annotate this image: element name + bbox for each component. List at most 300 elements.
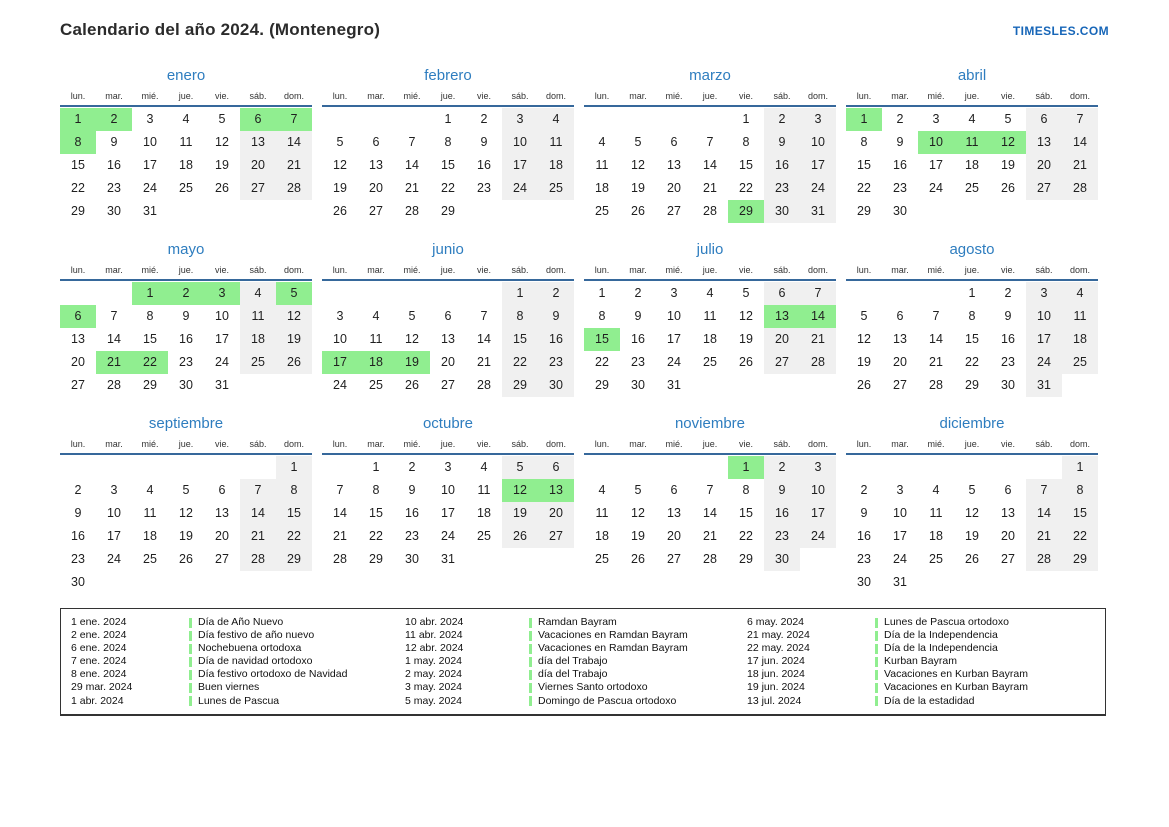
day-cell: 27 [1001, 552, 1015, 566]
day-cell: 9 [110, 135, 118, 149]
day-cell-empty [846, 456, 882, 479]
day-cell: 13 [1001, 506, 1015, 520]
day-cell: 22 [369, 529, 383, 543]
day-cell: 4 [182, 112, 190, 126]
day-cell: 20 [893, 355, 907, 369]
holiday-marker-icon [875, 631, 878, 641]
weekday-label: lun. [856, 91, 872, 101]
day-cell-empty [394, 108, 430, 131]
weekday-label: sáb. [1035, 439, 1053, 449]
day-cell: 4 [240, 282, 276, 305]
month-abril [846, 66, 1098, 223]
day-cell-empty [168, 200, 204, 223]
legend-name-text: Día de la estadidad [884, 694, 975, 707]
day-cell: 7 [1026, 479, 1062, 502]
day-cell: 9 [408, 483, 416, 497]
day-cell: 14 [929, 332, 943, 346]
day-cell: 27 [538, 525, 574, 548]
legend-grid [71, 616, 1097, 708]
day-cell-empty [60, 282, 96, 305]
day-cell: 1 [968, 286, 976, 300]
weekday-label: mar. [891, 439, 909, 449]
day-cell: 12 [631, 158, 645, 172]
day-cell: 14 [276, 131, 312, 154]
day-cell: 8 [502, 305, 538, 328]
day-cell: 22 [739, 181, 753, 195]
weekday-label: dom. [283, 439, 304, 449]
day-cell: 22 [132, 351, 168, 374]
day-cell: 4 [146, 483, 154, 497]
day-cell: 24 [800, 177, 836, 200]
day-cell-empty [168, 456, 204, 479]
day-cell-empty [846, 282, 882, 305]
legend-entry [875, 655, 1097, 668]
legend-date: 10 abr. 2024 [405, 616, 464, 628]
day-cell-empty [276, 200, 312, 223]
day-cell: 4 [932, 483, 940, 497]
day-cell: 16 [764, 502, 800, 525]
day-cell: 23 [893, 181, 907, 195]
day-cell: 29 [143, 378, 157, 392]
day-cell: 6 [372, 135, 380, 149]
day-cell: 24 [107, 552, 121, 566]
day-cell: 12 [502, 479, 538, 502]
day-cell: 5 [860, 309, 868, 323]
weekday-row [322, 265, 574, 281]
day-cell-empty [954, 571, 990, 594]
day-cell-empty [240, 456, 276, 479]
days-grid [584, 456, 836, 571]
day-cell: 12 [739, 309, 753, 323]
weekday-label: jue. [702, 439, 718, 449]
day-cell-empty [276, 571, 312, 594]
month-marzo [584, 66, 836, 223]
day-cell: 9 [860, 506, 868, 520]
weekday-label: sáb. [773, 265, 791, 275]
day-cell-empty [240, 571, 276, 594]
weekday-label: lun. [70, 439, 86, 449]
legend-date: 22 may. 2024 [747, 642, 810, 655]
day-cell: 30 [857, 575, 871, 589]
legend-date: 7 ene. 2024 [71, 655, 127, 668]
day-cell: 21 [1062, 154, 1098, 177]
day-cell-empty [656, 456, 692, 479]
day-cell: 21 [1026, 525, 1062, 548]
day-cell-empty [800, 548, 836, 571]
day-cell: 23 [857, 552, 871, 566]
weekday-label: dom. [283, 265, 304, 275]
day-cell-empty [430, 282, 466, 305]
weekday-label: lun. [332, 91, 348, 101]
day-cell: 26 [965, 552, 979, 566]
day-cell-empty [240, 374, 276, 397]
day-cell: 7 [800, 282, 836, 305]
day-cell: 7 [408, 135, 416, 149]
weekday-label: sáb. [773, 91, 791, 101]
weekday-row [60, 265, 312, 281]
weekday-label: sáb. [1035, 265, 1053, 275]
day-cell: 22 [276, 525, 312, 548]
day-cell: 11 [929, 506, 943, 520]
day-cell: 7 [706, 135, 714, 149]
day-cell: 13 [538, 479, 574, 502]
day-cell: 19 [179, 529, 193, 543]
day-cell: 23 [631, 355, 645, 369]
day-cell: 12 [215, 135, 229, 149]
day-cell: 15 [584, 328, 620, 351]
holiday-marker-icon [189, 657, 192, 667]
day-cell: 20 [764, 328, 800, 351]
day-cell: 5 [634, 135, 642, 149]
day-cell-empty [918, 200, 954, 223]
day-cell: 25 [538, 177, 574, 200]
holiday-marker-icon [875, 683, 878, 693]
legend-date: 12 abr. 2024 [405, 642, 464, 655]
weekday-label: jue. [440, 439, 456, 449]
site-link[interactable]: TIMESLES.COM [1012, 24, 1109, 38]
day-cell: 17 [441, 506, 455, 520]
day-cell: 3 [670, 286, 678, 300]
day-cell: 16 [477, 158, 491, 172]
day-cell: 8 [598, 309, 606, 323]
day-cell: 22 [595, 355, 609, 369]
day-cell: 1 [444, 112, 452, 126]
month-septiembre [60, 414, 312, 594]
day-cell-empty [466, 548, 502, 571]
day-cell: 6 [764, 282, 800, 305]
day-cell: 7 [1062, 108, 1098, 131]
legend-name-text: día del Trabajo [538, 668, 608, 681]
day-cell: 2 [408, 460, 416, 474]
day-cell: 5 [502, 456, 538, 479]
legend-date: 21 may. 2024 [747, 629, 810, 642]
day-cell: 18 [595, 529, 609, 543]
day-cell: 4 [598, 483, 606, 497]
day-cell: 6 [444, 309, 452, 323]
legend-entry [875, 695, 1097, 708]
day-cell: 21 [276, 154, 312, 177]
legend-box [60, 608, 1106, 716]
day-cell: 24 [333, 378, 347, 392]
legend-name-text: Buen viernes [198, 681, 260, 694]
day-cell: 29 [441, 204, 455, 218]
month-title: febrero [424, 67, 472, 84]
day-cell: 10 [502, 131, 538, 154]
weekday-row [846, 265, 1098, 281]
day-cell-empty [204, 456, 240, 479]
month-diciembre [846, 414, 1098, 594]
day-cell: 9 [764, 131, 800, 154]
weekday-label: mar. [367, 439, 385, 449]
day-cell: 25 [965, 181, 979, 195]
day-cell: 28 [1026, 548, 1062, 571]
weekday-label: sáb. [511, 439, 529, 449]
month-title: abril [957, 67, 987, 84]
day-cell: 13 [667, 158, 681, 172]
day-cell-empty [918, 282, 954, 305]
day-cell-empty [96, 571, 132, 594]
weekday-row [584, 439, 836, 455]
day-cell: 10 [215, 309, 229, 323]
day-cell: 4 [538, 108, 574, 131]
day-cell: 23 [71, 552, 85, 566]
day-cell: 8 [742, 483, 750, 497]
day-cell: 30 [405, 552, 419, 566]
day-cell: 23 [405, 529, 419, 543]
day-cell: 24 [143, 181, 157, 195]
day-cell-empty [800, 374, 836, 397]
month-enero [60, 66, 312, 223]
day-cell: 16 [857, 529, 871, 543]
day-cell-empty [918, 571, 954, 594]
day-cell-empty [204, 200, 240, 223]
day-cell: 15 [71, 158, 85, 172]
holiday-marker-icon [189, 670, 192, 680]
month-title: junio [432, 241, 464, 258]
day-cell: 10 [667, 309, 681, 323]
legend-entry [529, 668, 747, 681]
day-cell-empty [1026, 200, 1062, 223]
day-cell: 30 [71, 575, 85, 589]
weekday-label: mar. [367, 265, 385, 275]
day-cell: 1 [742, 112, 750, 126]
day-cell: 10 [918, 131, 954, 154]
day-cell: 13 [667, 506, 681, 520]
day-cell: 7 [110, 309, 118, 323]
weekday-label: dom. [1069, 265, 1090, 275]
day-cell: 23 [1001, 355, 1015, 369]
day-cell: 2 [480, 112, 488, 126]
day-cell: 28 [703, 204, 717, 218]
day-cell: 18 [965, 158, 979, 172]
legend-entry [875, 642, 1097, 655]
legend-entry [875, 616, 1097, 629]
day-cell-empty [502, 200, 538, 223]
day-cell: 28 [929, 378, 943, 392]
day-cell: 11 [703, 309, 717, 323]
day-cell-empty [394, 282, 430, 305]
weekday-row [60, 91, 312, 107]
weekday-label: mié. [403, 91, 421, 101]
weekday-label: vie. [214, 265, 229, 275]
legend-entry [875, 681, 1097, 694]
day-cell: 17 [800, 502, 836, 525]
weekday-label: dom. [283, 91, 304, 101]
day-cell: 21 [477, 355, 491, 369]
day-cell: 1 [60, 108, 96, 131]
day-cell: 7 [706, 483, 714, 497]
weekday-label: sáb. [1035, 91, 1053, 101]
day-cell: 28 [240, 548, 276, 571]
day-cell: 25 [477, 529, 491, 543]
weekday-label: dom. [545, 439, 566, 449]
day-cell: 11 [538, 131, 574, 154]
day-cell: 12 [179, 506, 193, 520]
day-cell: 4 [480, 460, 488, 474]
day-cell-empty [1062, 200, 1098, 223]
day-cell-empty [1062, 571, 1098, 594]
day-cell: 17 [667, 332, 681, 346]
day-cell: 11 [369, 332, 383, 346]
day-cell-empty [764, 374, 800, 397]
weekday-row [846, 439, 1098, 455]
legend-name-text: día del Trabajo [538, 655, 608, 668]
legend-date: 13 jul. 2024 [747, 694, 802, 707]
day-cell: 29 [595, 378, 609, 392]
day-cell: 12 [333, 158, 347, 172]
weekday-label: lun. [856, 439, 872, 449]
legend-name-text: Vacaciones en Ramdan Bayram [538, 642, 688, 655]
day-cell: 19 [857, 355, 871, 369]
day-cell: 18 [1062, 328, 1098, 351]
day-cell: 26 [502, 525, 538, 548]
day-cell: 2 [764, 108, 800, 131]
month-title: marzo [689, 67, 731, 84]
day-cell-empty [990, 571, 1026, 594]
day-cell: 28 [703, 552, 717, 566]
day-cell: 9 [538, 305, 574, 328]
day-cell: 4 [968, 112, 976, 126]
weekday-row [584, 91, 836, 107]
day-cell: 18 [538, 154, 574, 177]
day-cell: 27 [893, 378, 907, 392]
day-cell: 24 [1026, 351, 1062, 374]
day-cell-empty [502, 548, 538, 571]
weekday-label: lun. [856, 265, 872, 275]
legend-name-text: Día de la Independencia [884, 629, 998, 642]
day-cell: 6 [60, 305, 96, 328]
day-cell: 16 [893, 158, 907, 172]
day-cell: 17 [322, 351, 358, 374]
day-cell: 25 [595, 204, 609, 218]
day-cell: 7 [336, 483, 344, 497]
page-title: Calendario del año 2024. (Montenegro) [60, 20, 381, 39]
legend-name-text: Lunes de Pascua [198, 694, 280, 707]
day-cell: 18 [143, 529, 157, 543]
holiday-marker-icon [529, 696, 532, 706]
day-cell: 26 [276, 351, 312, 374]
month-julio [584, 240, 836, 397]
day-cell: 25 [179, 181, 193, 195]
day-cell-empty [204, 571, 240, 594]
day-cell: 3 [800, 456, 836, 479]
day-cell: 3 [800, 108, 836, 131]
day-cell: 18 [929, 529, 943, 543]
holiday-marker-icon [189, 631, 192, 641]
weekday-row [322, 91, 574, 107]
day-cell-empty [692, 374, 728, 397]
legend-entry [529, 655, 747, 668]
legend-name-text: Día festivo ortodoxo de Navidad [198, 668, 348, 681]
day-cell: 25 [929, 552, 943, 566]
legend-name-text: Día de Año Nuevo [198, 616, 284, 628]
weekday-label: jue. [178, 265, 194, 275]
day-cell: 6 [1026, 108, 1062, 131]
legend-entry [529, 681, 747, 694]
day-cell: 24 [502, 177, 538, 200]
weekday-label: jue. [440, 91, 456, 101]
day-cell: 10 [893, 506, 907, 520]
day-cell: 8 [146, 309, 154, 323]
day-cell-empty [538, 548, 574, 571]
day-cell: 6 [670, 483, 678, 497]
day-cell: 21 [800, 328, 836, 351]
day-cell: 20 [1001, 529, 1015, 543]
day-cell: 24 [929, 181, 943, 195]
month-title: agosto [949, 241, 995, 258]
day-cell: 17 [1026, 328, 1062, 351]
holiday-marker-icon [189, 683, 192, 693]
legend-date: 2 may. 2024 [405, 668, 463, 681]
day-cell: 9 [634, 309, 642, 323]
day-cell: 7 [240, 479, 276, 502]
day-cell: 15 [441, 158, 455, 172]
day-cell-empty [1026, 456, 1062, 479]
day-cell: 19 [1001, 158, 1015, 172]
legend-entry [189, 655, 405, 668]
weekday-row [846, 91, 1098, 107]
day-cell: 29 [857, 204, 871, 218]
days-grid [846, 456, 1098, 594]
weekday-label: mié. [141, 91, 159, 101]
day-cell: 1 [372, 460, 380, 474]
weekday-label: sáb. [249, 439, 267, 449]
weekday-label: vie. [738, 265, 753, 275]
day-cell: 26 [631, 552, 645, 566]
day-cell: 4 [598, 135, 606, 149]
day-cell: 1 [502, 282, 538, 305]
day-cell: 29 [369, 552, 383, 566]
day-cell: 15 [965, 332, 979, 346]
legend-name-text: Nochebuena ortodoxa [198, 642, 302, 655]
legend-name-text: Vacaciones en Ramdan Bayram [538, 629, 688, 642]
day-cell: 12 [276, 305, 312, 328]
weekday-label: mar. [629, 439, 647, 449]
weekday-row [322, 439, 574, 455]
day-cell: 15 [143, 332, 157, 346]
day-cell: 30 [538, 374, 574, 397]
day-cell: 27 [667, 204, 681, 218]
day-cell: 16 [1001, 332, 1015, 346]
day-cell: 28 [107, 378, 121, 392]
weekday-label: lun. [332, 265, 348, 275]
day-cell-empty [954, 200, 990, 223]
day-cell: 9 [480, 135, 488, 149]
weekday-label: mié. [141, 265, 159, 275]
weekday-label: jue. [964, 265, 980, 275]
legend-entry [529, 695, 747, 708]
day-cell: 19 [965, 529, 979, 543]
day-cell-empty [620, 456, 656, 479]
month-junio [322, 240, 574, 397]
day-cell: 13 [215, 506, 229, 520]
day-cell: 26 [1001, 181, 1015, 195]
day-cell: 27 [1026, 177, 1062, 200]
day-cell: 31 [800, 200, 836, 223]
day-cell: 23 [538, 351, 574, 374]
day-cell: 26 [631, 204, 645, 218]
day-cell: 2 [168, 282, 204, 305]
day-cell: 1 [276, 456, 312, 479]
legend-date: 6 ene. 2024 [71, 642, 127, 655]
day-cell: 11 [143, 506, 157, 520]
day-cell: 22 [441, 181, 455, 195]
day-cell: 5 [968, 483, 976, 497]
day-cell: 29 [739, 552, 753, 566]
day-cell: 8 [968, 309, 976, 323]
day-cell: 14 [240, 502, 276, 525]
day-cell: 18 [358, 351, 394, 374]
